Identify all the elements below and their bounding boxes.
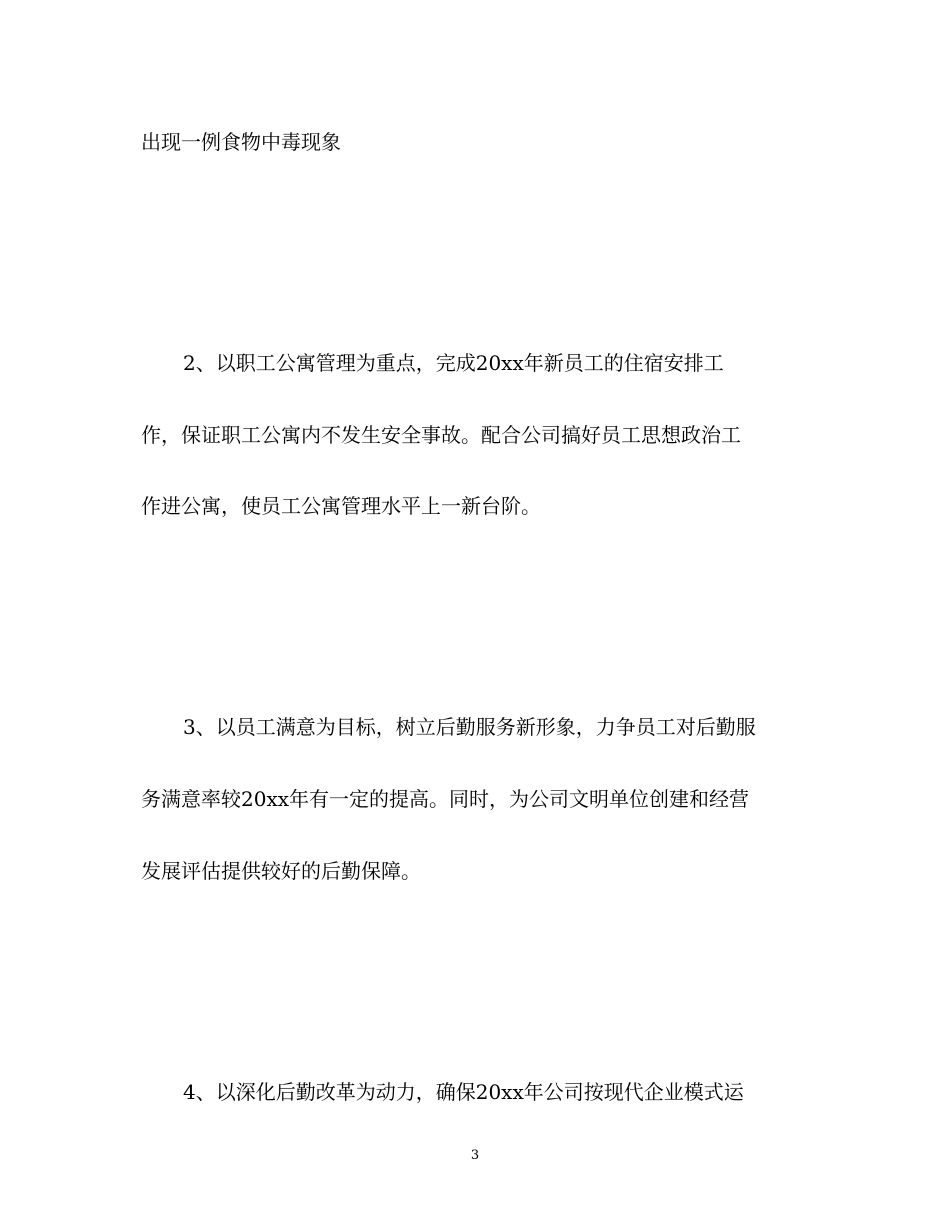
paragraph-1-line-1: 出现一例食物中毒现象 [141, 130, 341, 154]
page-number: 3 [470, 1148, 480, 1163]
paragraph-2-line-1: 2、以职工公寓管理为重点，完成20xx年新员工的住宿安排工 [183, 351, 724, 375]
paragraph-2-line-2: 作，保证职工公寓内不发生安全事故。配合公司搞好员工思想政治工 [141, 423, 741, 447]
paragraph-3-line-2: 务满意率较20xx年有一定的提高。同时，为公司文明单位创建和经营 [141, 787, 750, 811]
paragraph-3-line-1: 3、以员工满意为目标，树立后勤服务新形象，力争员工对后勤服 [183, 715, 756, 739]
paragraph-3-line-3: 发展评估提供较好的后勤保障。 [141, 859, 421, 883]
paragraph-4-line-1: 4、以深化后勤改革为动力，确保20xx年公司按现代企业模式运 [183, 1080, 744, 1104]
paragraph-2-line-3: 作进公寓，使员工公寓管理水平上一新台阶。 [141, 494, 541, 518]
